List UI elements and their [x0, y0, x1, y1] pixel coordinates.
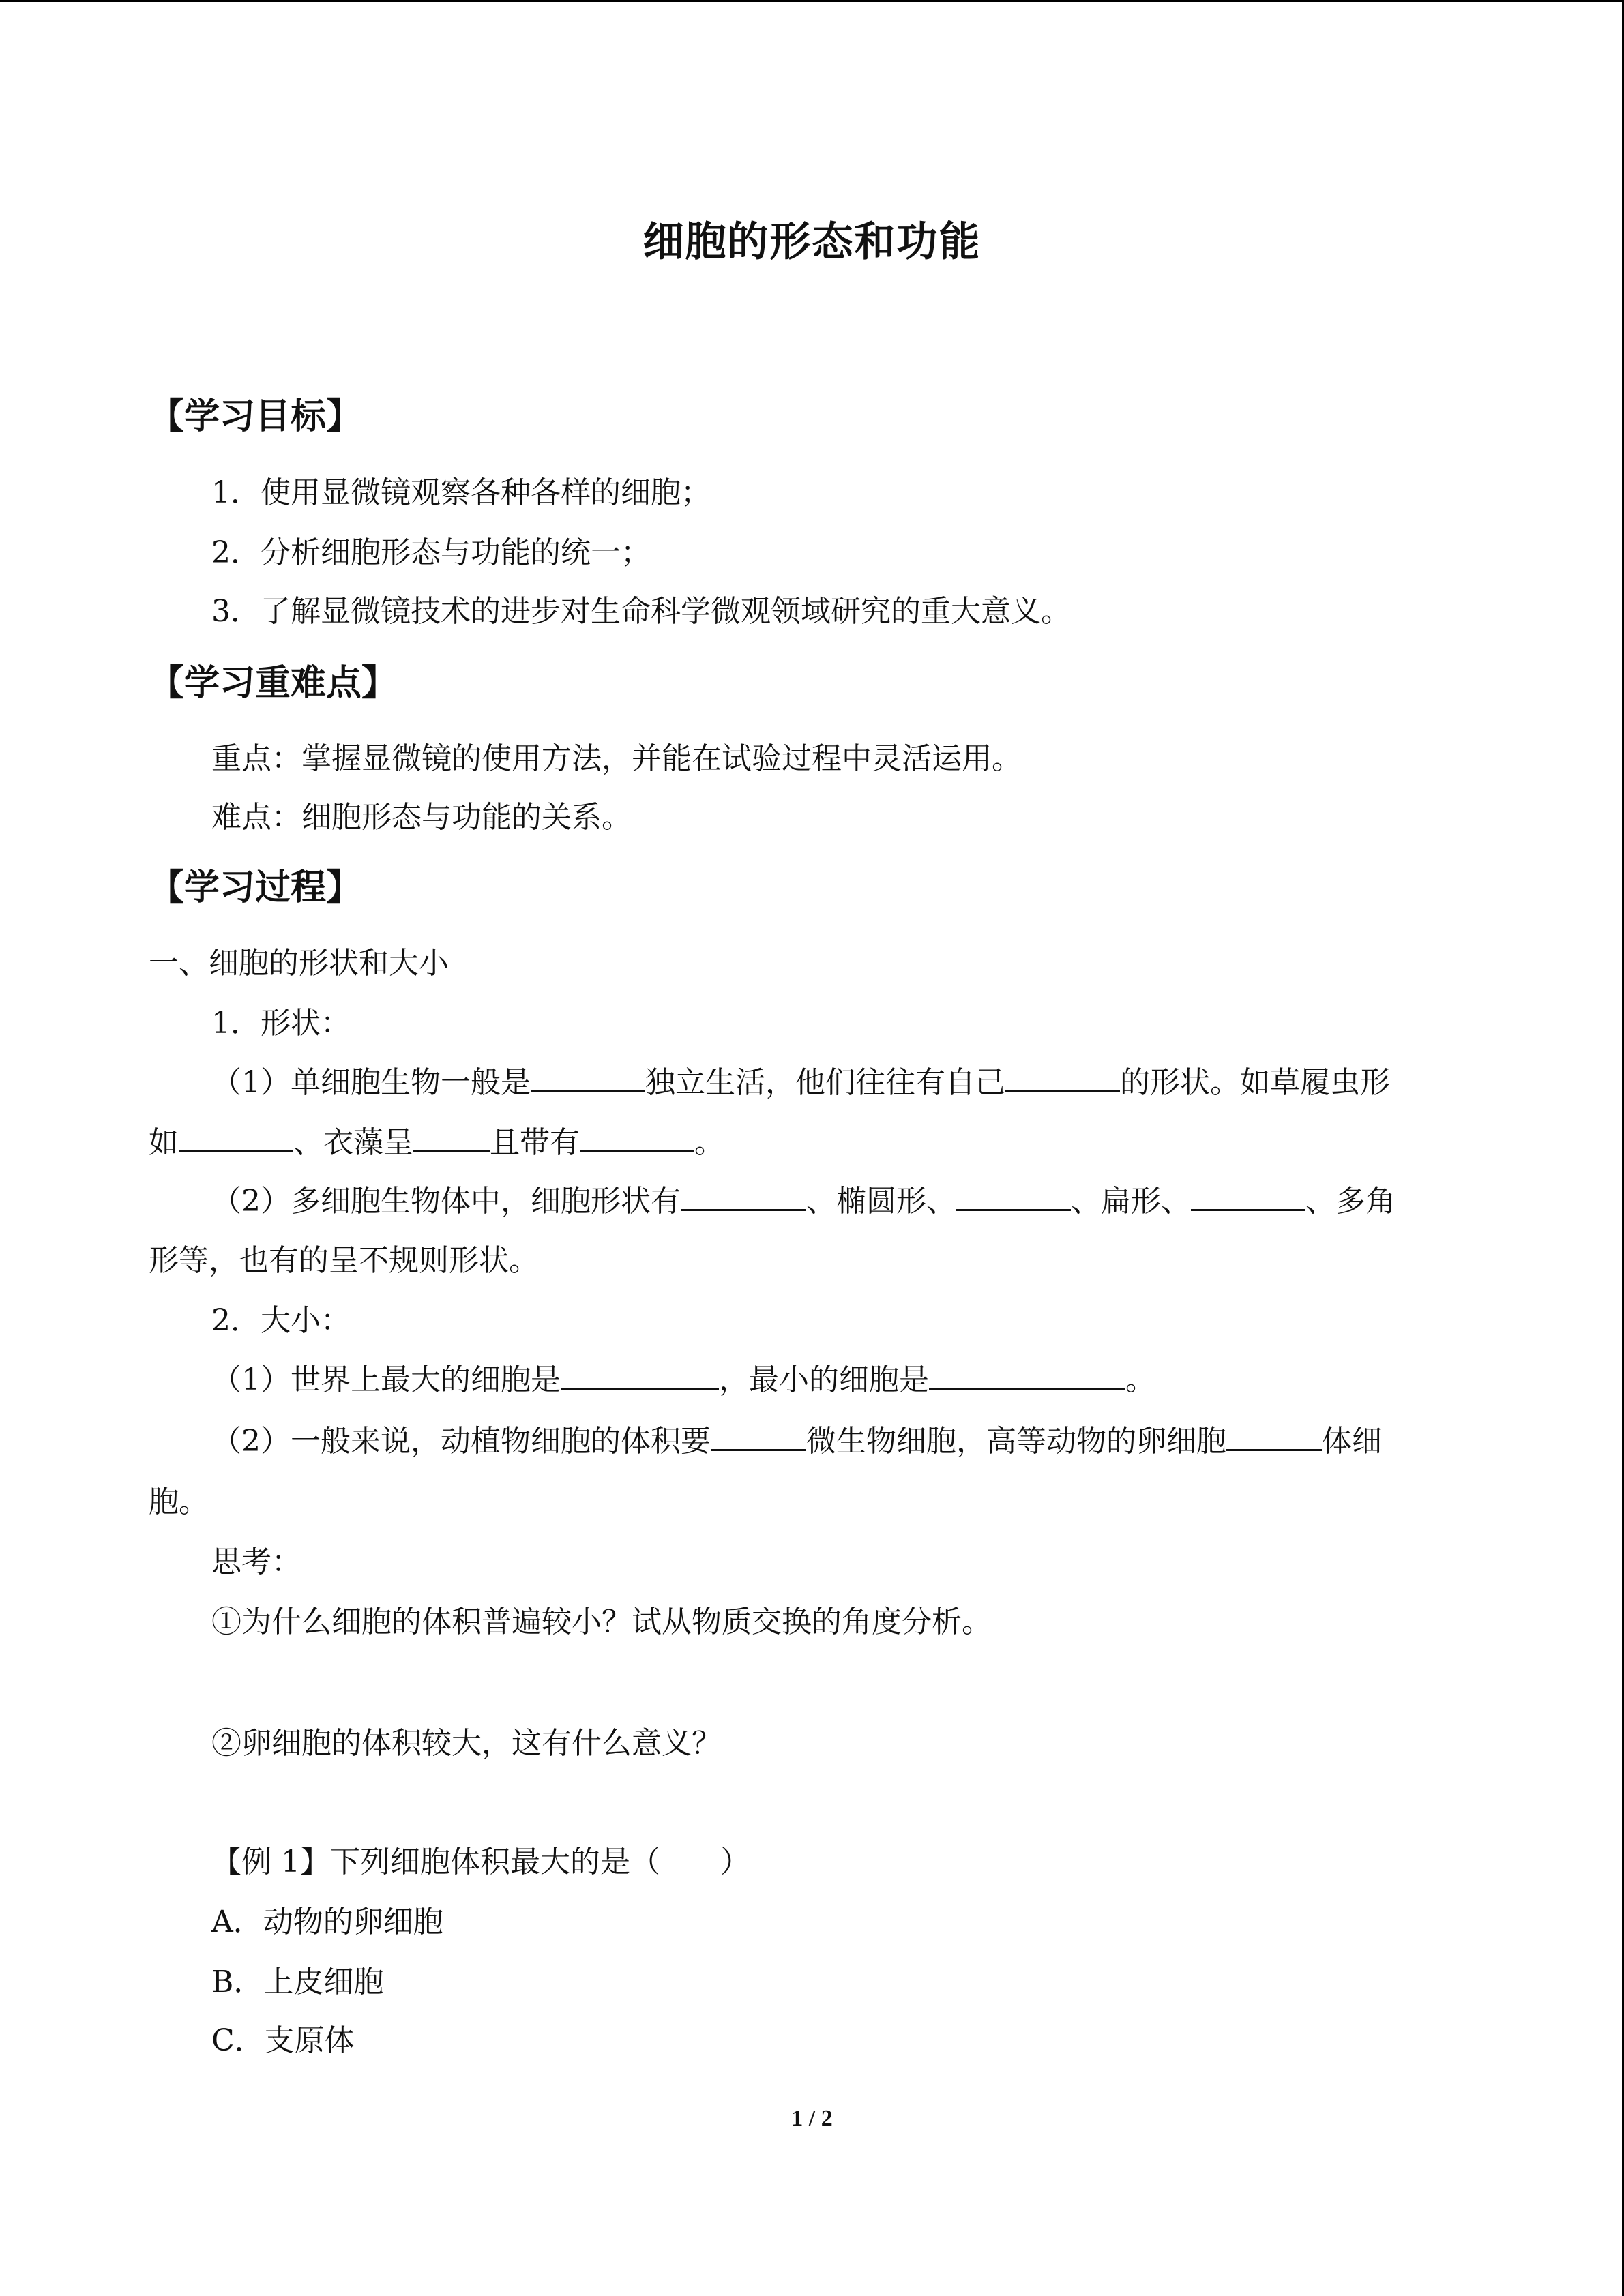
size-question-1 — [211, 1360, 1155, 1399]
goal-item-1: 1．使用显微镜观察各种各样的细胞； — [211, 475, 711, 510]
difficult-point-item: 难点：细胞形态与功能的关系。 — [211, 800, 632, 835]
text-segment: ，最小的细胞是 — [719, 1362, 929, 1397]
think-question-2: ②卵细胞的体积较大，这有什么意义？ — [211, 1726, 722, 1761]
section-heading-key-points: 【学习重难点】 — [149, 662, 398, 704]
option-a: A．动物的卵细胞 — [211, 1905, 443, 1939]
answer-blank[interactable] — [561, 1360, 719, 1390]
text-segment: 的形状。如草履虫形 — [1120, 1065, 1390, 1100]
text-segment: 、多角 — [1305, 1184, 1396, 1219]
answer-blank[interactable] — [580, 1123, 694, 1152]
think-question-1: ①为什么细胞的体积普遍较小？试从物质交换的角度分析。 — [211, 1605, 992, 1639]
page-number: 1 / 2 — [791, 2106, 833, 2131]
size-label: 2．大小： — [211, 1303, 351, 1338]
goal-item-2: 2．分析细胞形态与功能的统一； — [211, 535, 651, 570]
text-segment: 如 — [149, 1125, 179, 1160]
page-title: 细胞的形态和功能 — [643, 218, 981, 266]
option-c: C．支原体 — [211, 2023, 355, 2058]
answer-blank[interactable] — [956, 1182, 1071, 1211]
option-b: B．上皮细胞 — [211, 1965, 384, 1999]
answer-blank[interactable] — [929, 1360, 1125, 1390]
answer-blank[interactable] — [179, 1123, 293, 1152]
answer-blank[interactable] — [1005, 1063, 1120, 1092]
text-segment: 体细 — [1322, 1424, 1382, 1459]
size-question-2-line-2: 胞。 — [149, 1485, 209, 1519]
text-segment: 、衣藻呈 — [293, 1125, 413, 1160]
text-segment: （1）世界上最大的细胞是 — [211, 1362, 561, 1397]
think-label: 思考： — [211, 1545, 301, 1579]
answer-blank[interactable] — [1226, 1422, 1322, 1451]
text-segment: 微生物细胞，高等动物的卵细胞 — [806, 1424, 1226, 1459]
text-segment: 、椭圆形、 — [806, 1184, 956, 1219]
text-segment: （1）单细胞生物一般是 — [211, 1065, 531, 1100]
text-segment: 且带有 — [490, 1125, 580, 1160]
text-segment: 。 — [1125, 1362, 1155, 1397]
answer-blank[interactable] — [711, 1422, 806, 1451]
text-segment: （2）多细胞生物体中，细胞形状有 — [211, 1184, 681, 1219]
text-segment: 独立生活，他们往往有自己 — [645, 1065, 1005, 1100]
section-heading-goals: 【学习目标】 — [149, 396, 362, 437]
answer-blank[interactable] — [531, 1063, 645, 1092]
shape-question-1-line-1 — [211, 1063, 1390, 1102]
text-segment: 、扁形、 — [1071, 1184, 1191, 1219]
answer-blank[interactable] — [1191, 1182, 1305, 1211]
goal-item-3: 3．了解显微镜技术的进步对生命科学微观领域研究的重大意义。 — [211, 594, 1071, 629]
text-segment: 。 — [694, 1125, 724, 1160]
text-segment: （2）一般来说，动植物细胞的体积要 — [211, 1424, 711, 1459]
size-question-2-line-1 — [211, 1422, 1382, 1461]
section-heading-process: 【学习过程】 — [149, 867, 362, 908]
part1-title: 一、细胞的形状和大小 — [149, 946, 449, 981]
shape-label: 1．形状： — [211, 1006, 351, 1041]
key-point-item: 重点：掌握显微镜的使用方法，并能在试验过程中灵活运用。 — [211, 741, 1022, 776]
shape-question-2-line-2: 形等，也有的呈不规则形状。 — [149, 1243, 539, 1278]
shape-question-2-line-1 — [211, 1182, 1396, 1221]
example-question: 【例 1】下列细胞体积最大的是（ ） — [211, 1845, 750, 1879]
answer-blank[interactable] — [681, 1182, 806, 1211]
answer-blank[interactable] — [413, 1123, 490, 1152]
shape-question-1-line-2 — [149, 1123, 724, 1162]
